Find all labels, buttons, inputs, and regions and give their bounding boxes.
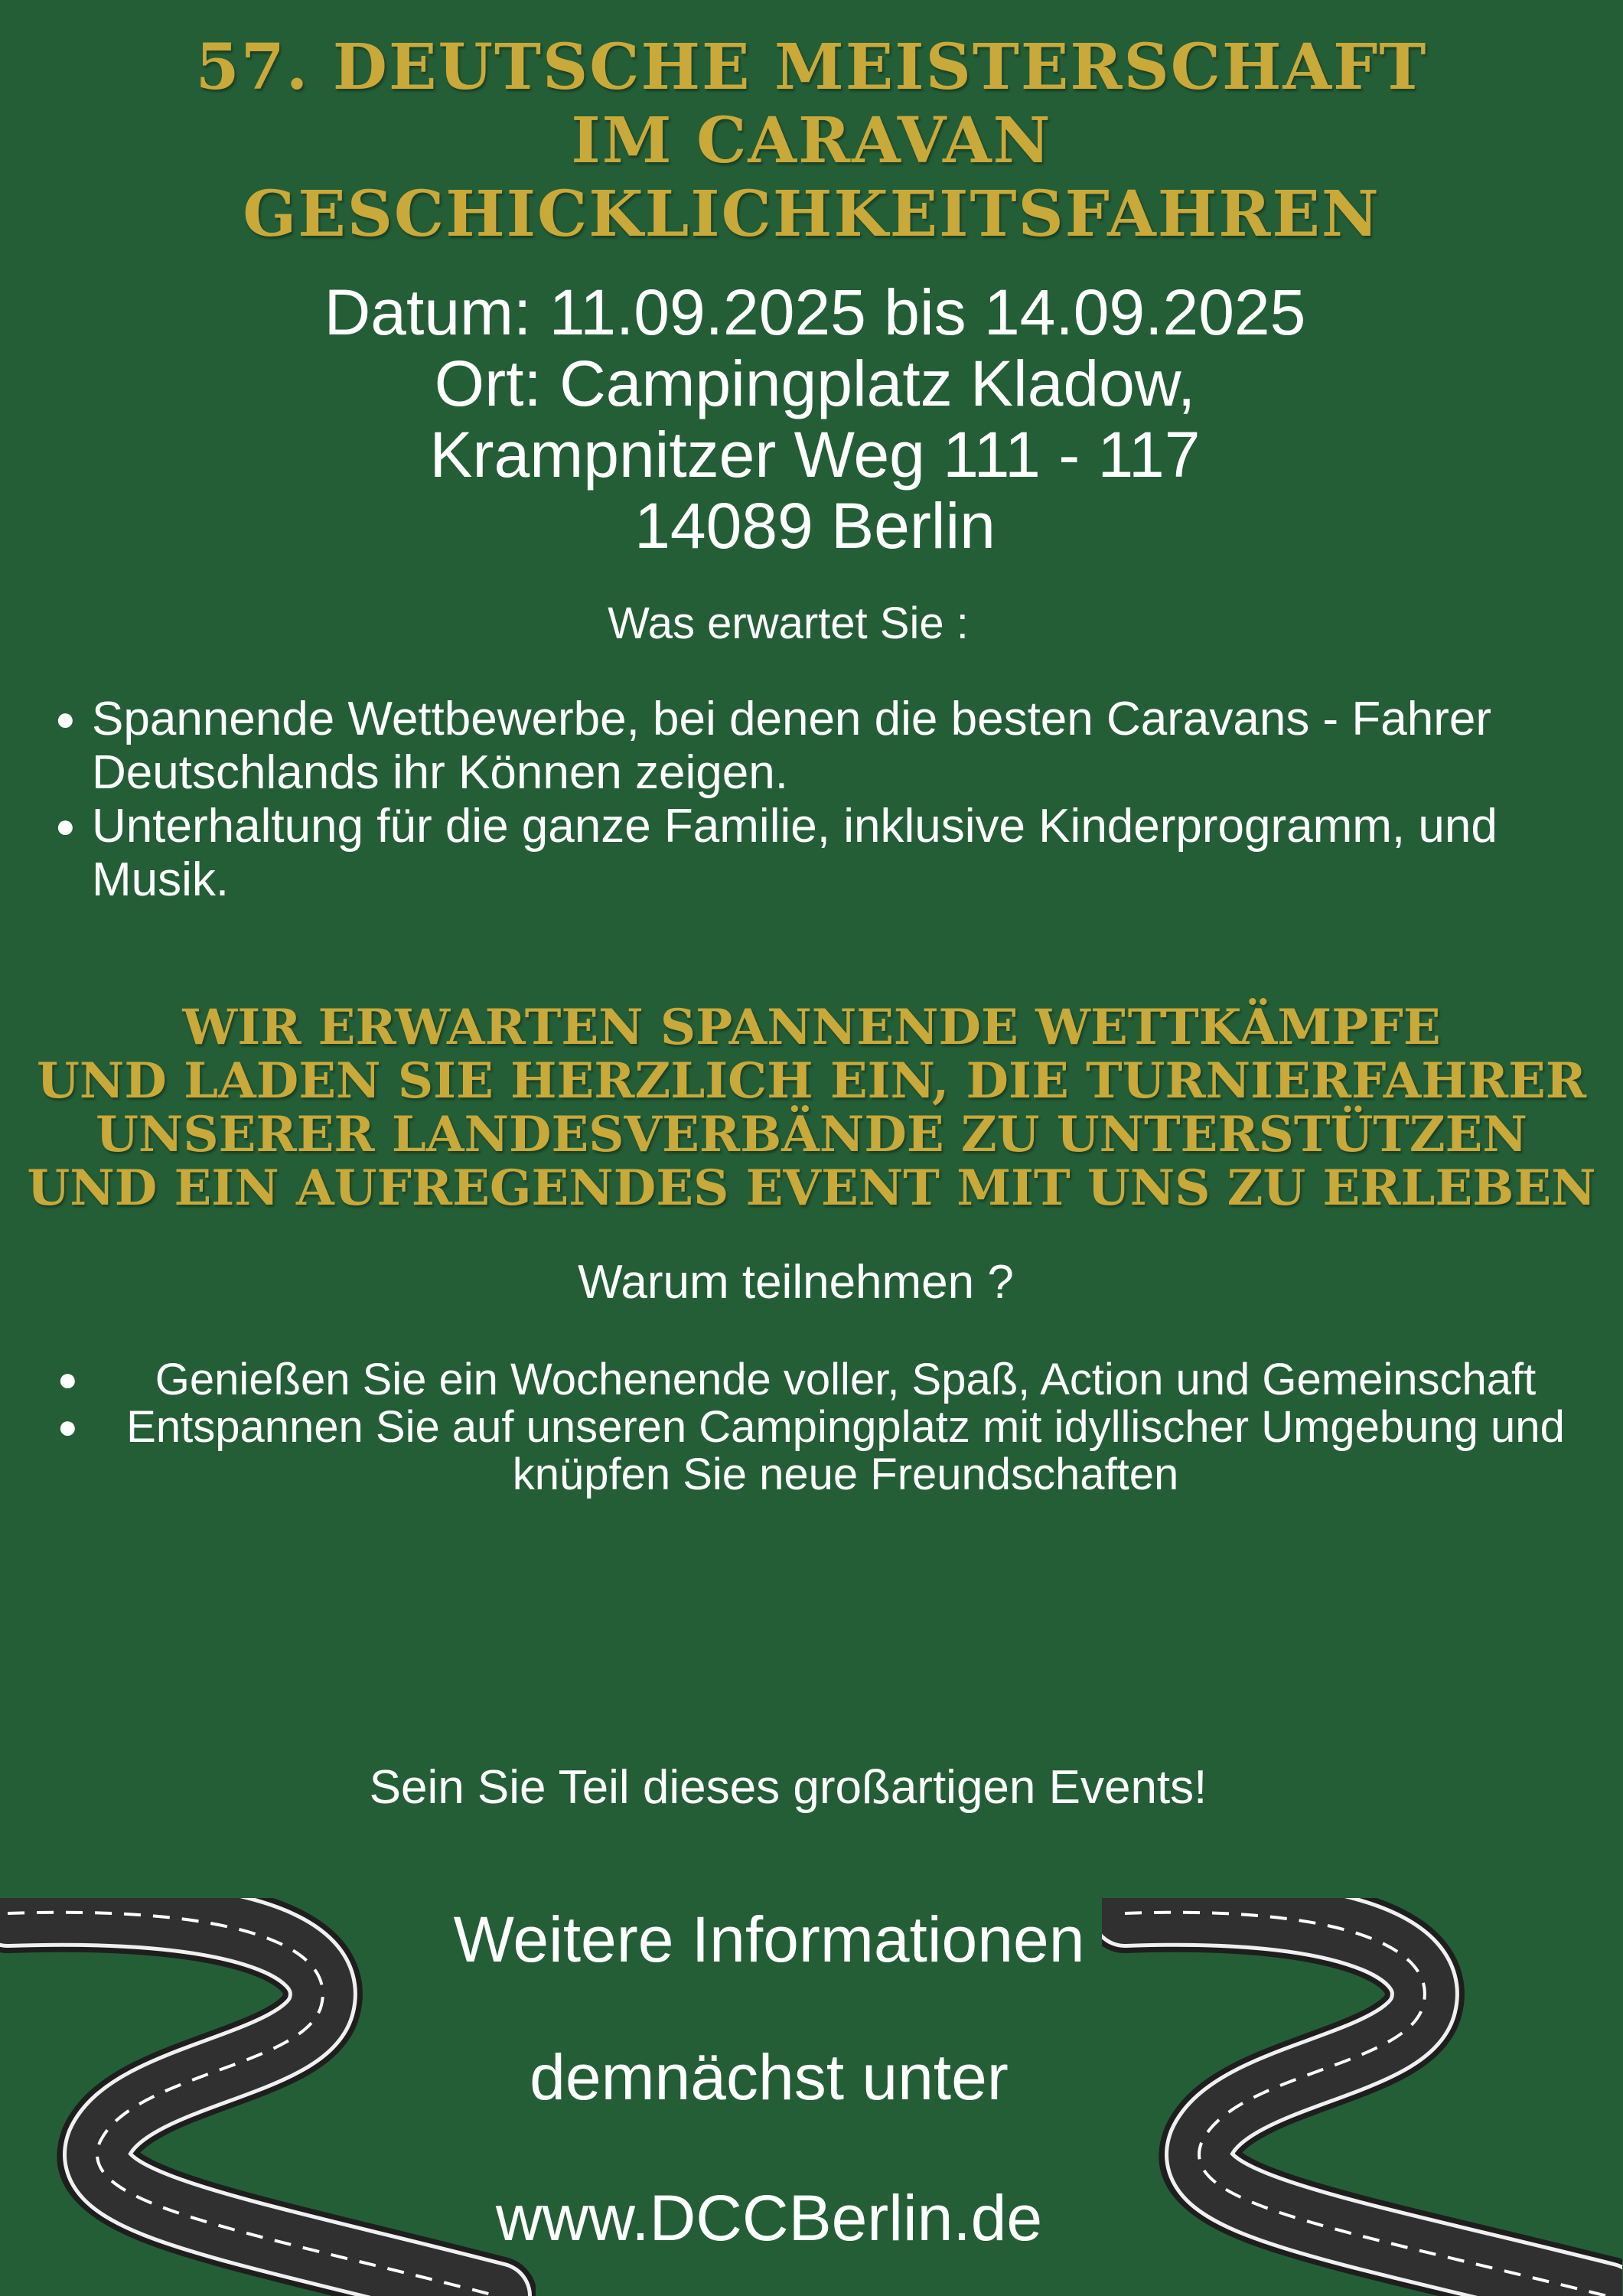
title-line-2: IM CARAVAN [571, 104, 1052, 178]
more-info-line-1: Weitere Informationen [453, 1903, 1085, 1975]
event-date: Datum: 11.09.2025 bis 14.09.2025 [324, 276, 1306, 348]
slogan-line-4: UND EIN AUFREGENDES EVENT MIT UNS ZU ERLEBEN [27, 1159, 1596, 1217]
more-info-line-2: demnächst unter [530, 2041, 1009, 2113]
bullet-icon: ● [57, 1408, 78, 1446]
closing-line: Sein Sie Teil dieses großartigen Events! [369, 1761, 1207, 1814]
invitation-slogan [0, 1001, 1623, 1215]
list-item [46, 693, 1615, 800]
why-list [57, 1356, 1595, 1499]
event-street: Krampnitzer Weg 111 - 117 [429, 419, 1201, 491]
bullet-icon: ● [57, 1361, 78, 1398]
expect-list [46, 693, 1615, 907]
slogan-line-1: WIR ERWARTEN SPANNENDE WETTKÄMPFE [182, 999, 1441, 1056]
slogan-line-2: UND LADEN SIE HERZLICH EIN, DIE TURNIERFAHRER [37, 1052, 1586, 1110]
expect-item-2: Unterhaltung für die ganze Familie, inklusive Kinderprogramm, und Musik. [92, 800, 1498, 906]
title-line-3: GESCHICKLICHKEITSFAHREN [243, 178, 1380, 251]
slogan-line-3: UNSERER LANDESVERBÄNDE ZU UNTERSTÜTZEN [96, 1106, 1527, 1163]
list-item [46, 800, 1615, 907]
website-link[interactable]: www.DCCBerlin.de [495, 2182, 1043, 2254]
expect-heading: Was erwartet Sie : [608, 598, 969, 648]
list-item [57, 1404, 1595, 1499]
event-title [0, 31, 1623, 251]
why-item-1: Genießen Sie ein Wochenende voller, Spaß, Action und Gemeinschaft [155, 1355, 1537, 1404]
event-place: Ort: Campingplatz Kladow, [434, 347, 1196, 419]
why-heading: Warum teilnehmen ? [578, 1256, 1014, 1309]
event-details [0, 277, 1623, 562]
bullet-icon: ● [55, 807, 76, 845]
bullet-icon: ● [55, 700, 76, 738]
why-item-2: Entspannen Sie auf unseren Campingplatz mit idyllischer Umgebung und knüpfen Sie neue Freundschaften [126, 1402, 1565, 1499]
expect-item-1: Spannende Wettbewerbe, bei denen die besten Caravans - Fahrer Deutschlands ihr Können zeigen. [92, 693, 1492, 799]
title-line-1: 57. DEUTSCHE MEISTERSCHAFT [195, 31, 1428, 104]
list-item [57, 1356, 1595, 1404]
event-city: 14089 Berlin [634, 490, 996, 562]
